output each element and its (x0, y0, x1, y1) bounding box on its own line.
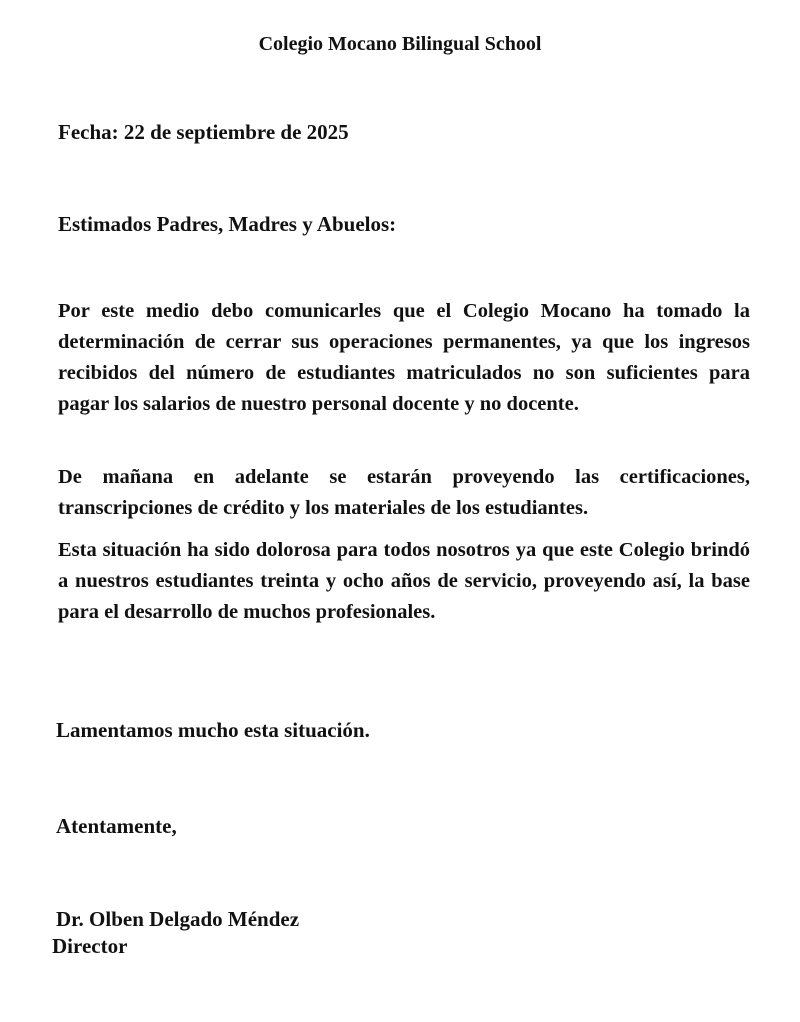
body-paragraph-history: Esta situación ha sido dolorosa para todos nosotros ya que este Colegio brindó a nuestros estudiantes treinta y ocho años de servicio, proveyendo así, la base para el desarrollo de muchos profesionales. (58, 539, 750, 623)
letter-greeting: Estimados Padres, Madres y Abuelos: (58, 212, 397, 236)
body-paragraph-closure-notice: Por este medio debo comunicarles que el Colegio Mocano ha tomado la determinación de cerrar sus operaciones permanentes, ya que los ingresos recibidos del número de estudiantes matriculados no son suficientes para pagar los salarios de nuestro personal docente y no docente. (58, 300, 750, 415)
body-paragraph-documents: De mañana en adelante se estarán proveyendo las certificaciones, transcripciones de crédito y los materiales de los estudiantes. (58, 466, 750, 519)
closing-statement: Lamentamos mucho esta situación. (56, 718, 370, 742)
signer-title: Director (52, 934, 128, 958)
school-name-heading: Colegio Mocano Bilingual School (258, 33, 542, 55)
letter-date: Fecha: 22 de septiembre de 2025 (58, 120, 349, 144)
letter-regards: Atentamente, (56, 814, 177, 838)
signer-name: Dr. Olben Delgado Méndez (56, 907, 300, 931)
